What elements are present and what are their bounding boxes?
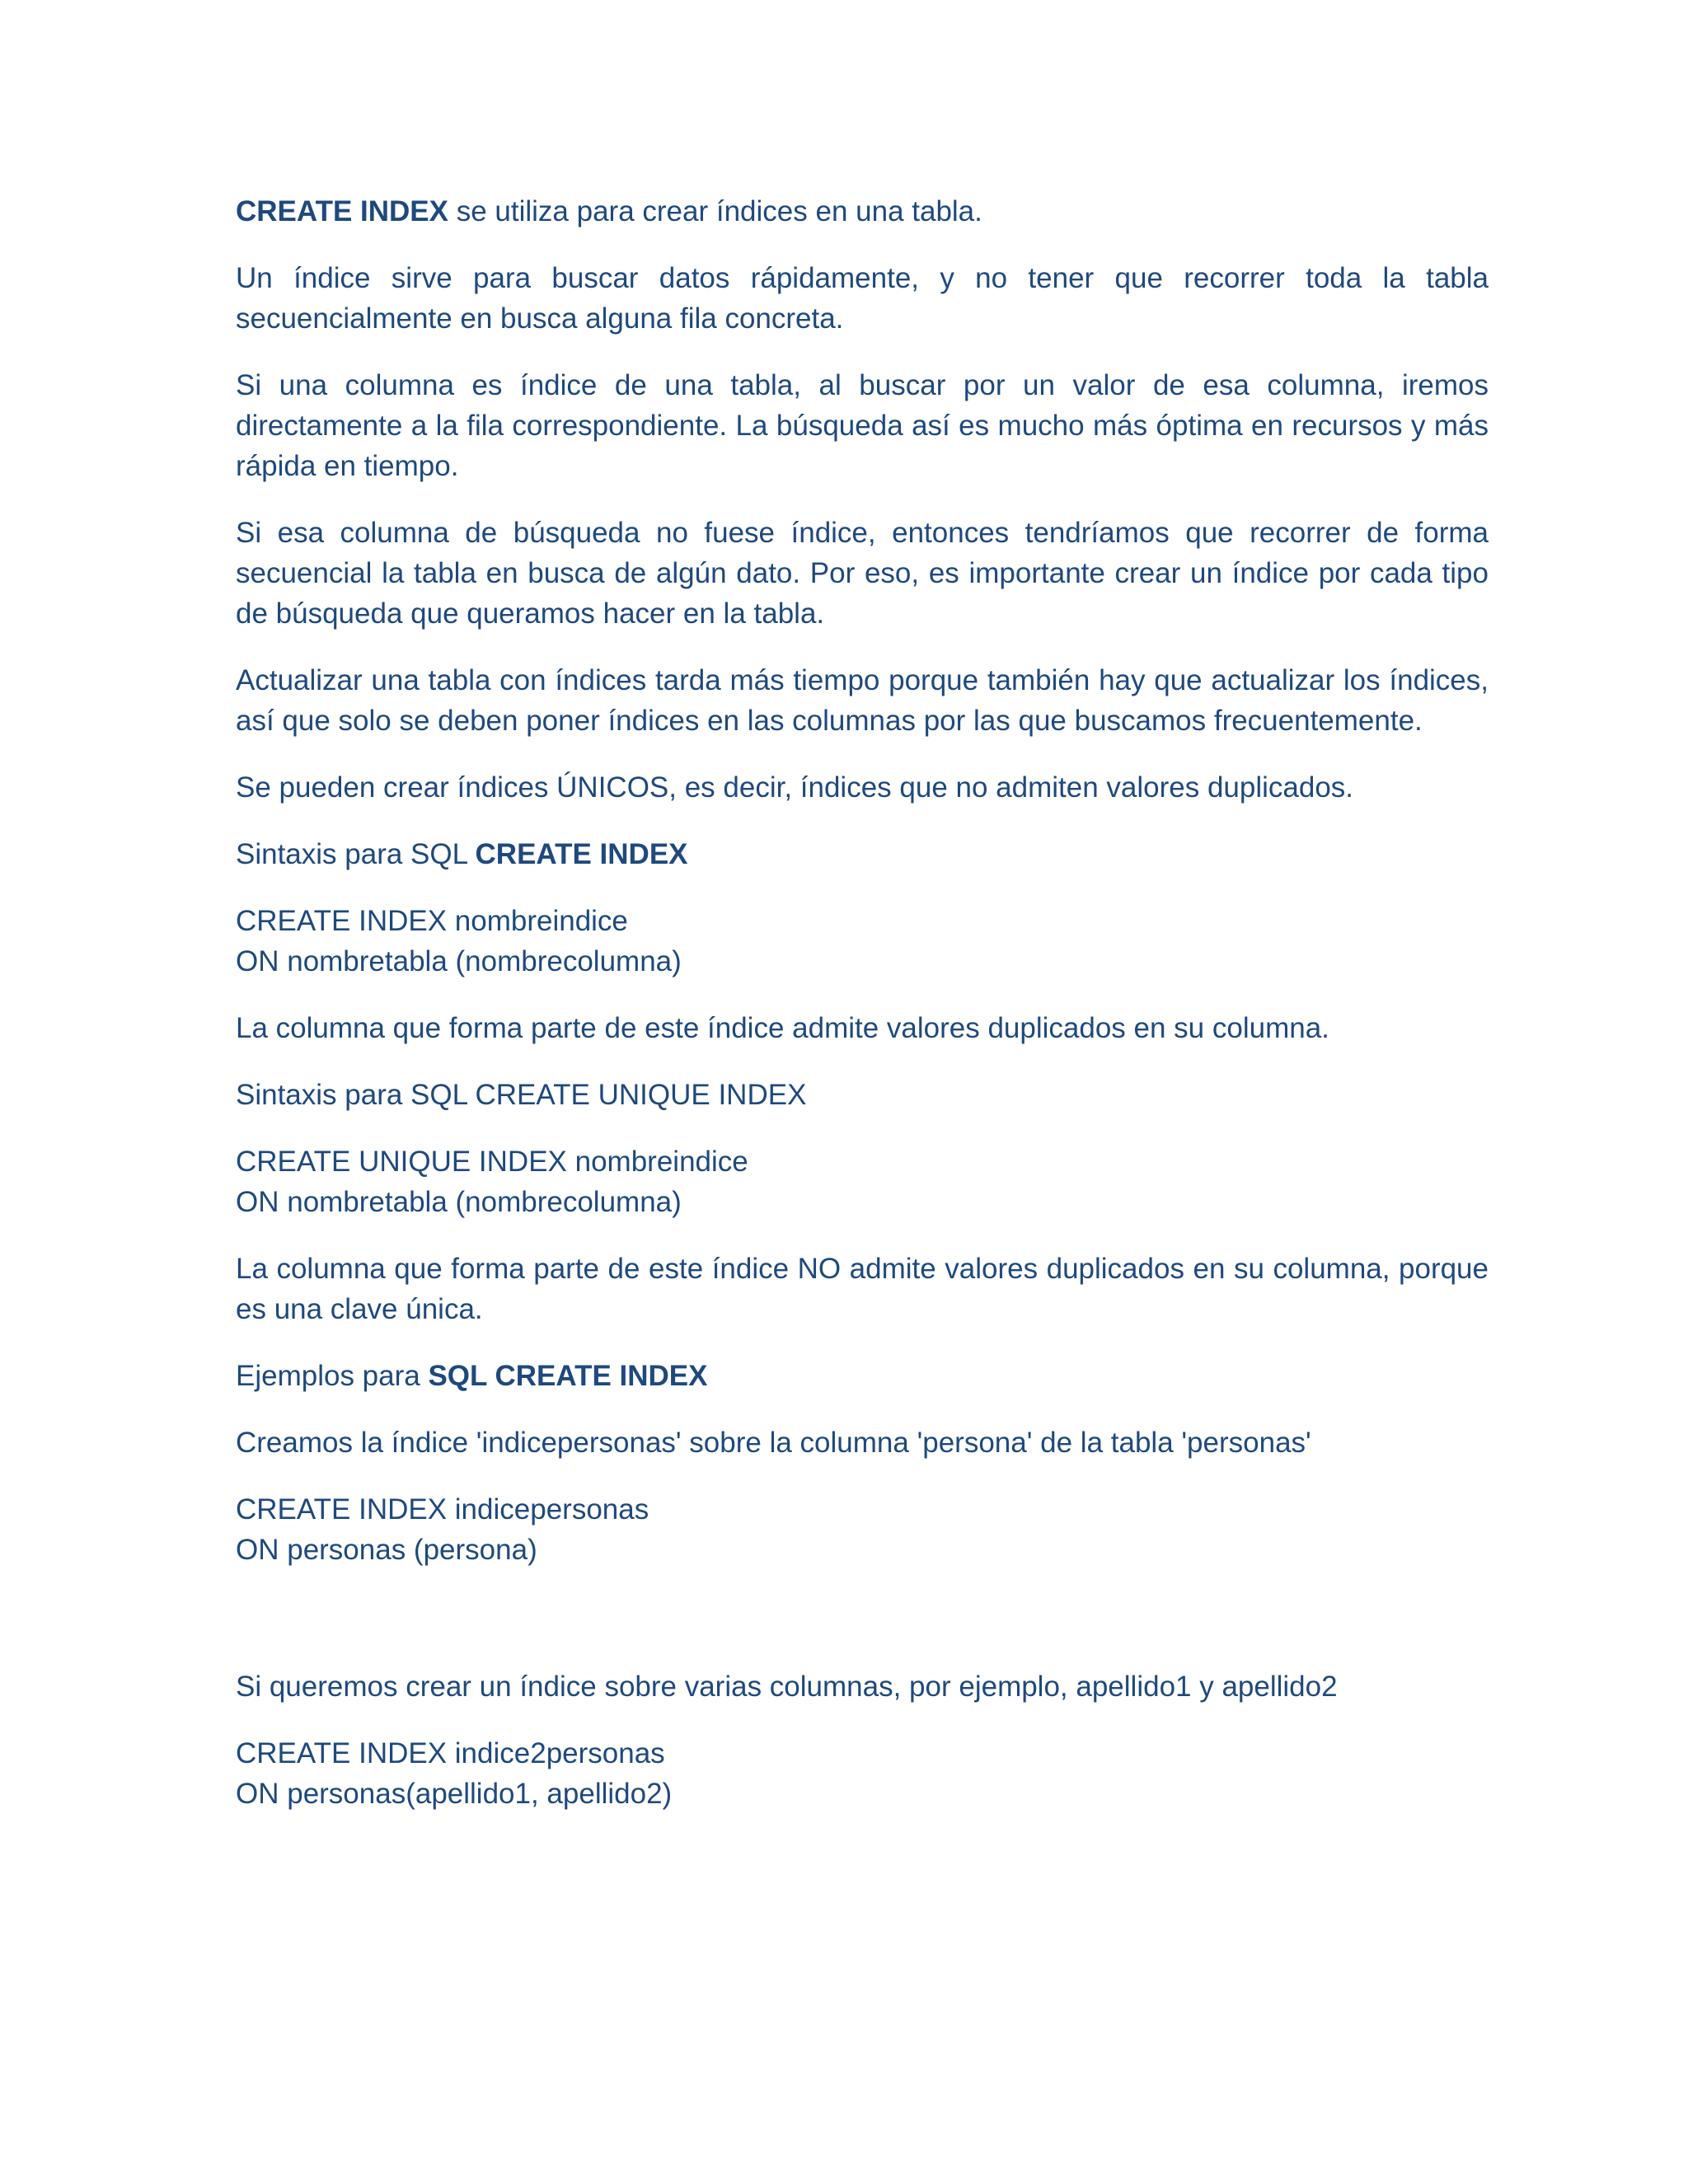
example-description: Creamos la índice 'indicepersonas' sobre la columna 'persona' de la tabla 'personas': [236, 1427, 1311, 1459]
examples-heading-keyword: SQL CREATE INDEX: [428, 1360, 708, 1392]
no-index-paragraph: Si esa columna de búsqueda no fuese índice, entonces tendríamos que recorrer de forma secuencial la tabla en busca de algún dato. Por eso, es importante crear un índice por cada tipo de búsqueda que queramos hacer en la tabla.: [236, 517, 1489, 630]
code-line: CREATE INDEX indice2personas: [236, 1737, 665, 1769]
syntax-heading-create-index: [236, 834, 1489, 874]
update-cost-paragraph: Actualizar una tabla con índices tarda más tiempo porque también hay que actualizar los índices, así que solo se deben poner índices en las columnas por las que buscamos frecuentemente.: [236, 664, 1489, 737]
duplicates-allowed-paragraph: La columna que forma parte de este índice admite valores duplicados en su columna.: [236, 1012, 1329, 1044]
syntax-heading-unique-index: Sintaxis para SQL CREATE UNIQUE INDEX: [236, 1079, 807, 1111]
code-line: ON personas (persona): [236, 1534, 537, 1566]
create-index-keyword: CREATE INDEX: [236, 195, 448, 227]
code-line: CREATE UNIQUE INDEX nombreindice: [236, 1146, 748, 1178]
duplicates-not-allowed-paragraph: La columna que forma parte de este índice NO admite valores duplicados en su columna, porque es una clave única.: [236, 1253, 1489, 1325]
multi-column-description: Si queremos crear un índice sobre varias columnas, por ejemplo, apellido1 y apellido2: [236, 1671, 1338, 1703]
blank-space: [236, 1596, 1489, 1666]
code-line: ON nombretabla (nombrecolumna): [236, 945, 682, 977]
code-line: CREATE INDEX indicepersonas: [236, 1493, 649, 1526]
code-block-example-1: [236, 1489, 1489, 1570]
examples-heading-text: Ejemplos para: [236, 1360, 429, 1392]
code-block-unique-index: [236, 1141, 1489, 1222]
document-body: [236, 191, 1489, 1840]
code-line: ON personas(apellido1, apellido2): [236, 1778, 673, 1810]
examples-heading: [236, 1356, 1489, 1396]
code-line: ON nombretabla (nombrecolumna): [236, 1186, 682, 1218]
code-block-example-2: [236, 1733, 1489, 1814]
index-column-paragraph: Si una columna es índice de una tabla, al buscar por un valor de esa columna, iremos directamente a la fila correspondiente. La búsqueda así es mucho más óptima en recursos y más rápida en tiempo.: [236, 369, 1489, 482]
code-block-create-index: [236, 901, 1489, 982]
syntax-heading-text: Sintaxis para SQL: [236, 838, 476, 870]
intro-paragraph: [236, 191, 1489, 232]
intro-text: se utiliza para crear índices en una tabla.: [448, 195, 982, 227]
code-line: CREATE INDEX nombreindice: [236, 905, 628, 937]
unique-index-paragraph: Se pueden crear índices ÚNICOS, es decir, índices que no admiten valores duplicados.: [236, 771, 1354, 804]
syntax-heading-keyword: CREATE INDEX: [475, 838, 688, 870]
index-purpose-paragraph: Un índice sirve para buscar datos rápidamente, y no tener que recorrer toda la tabla secuencialmente en busca alguna fila concreta.: [236, 262, 1489, 335]
